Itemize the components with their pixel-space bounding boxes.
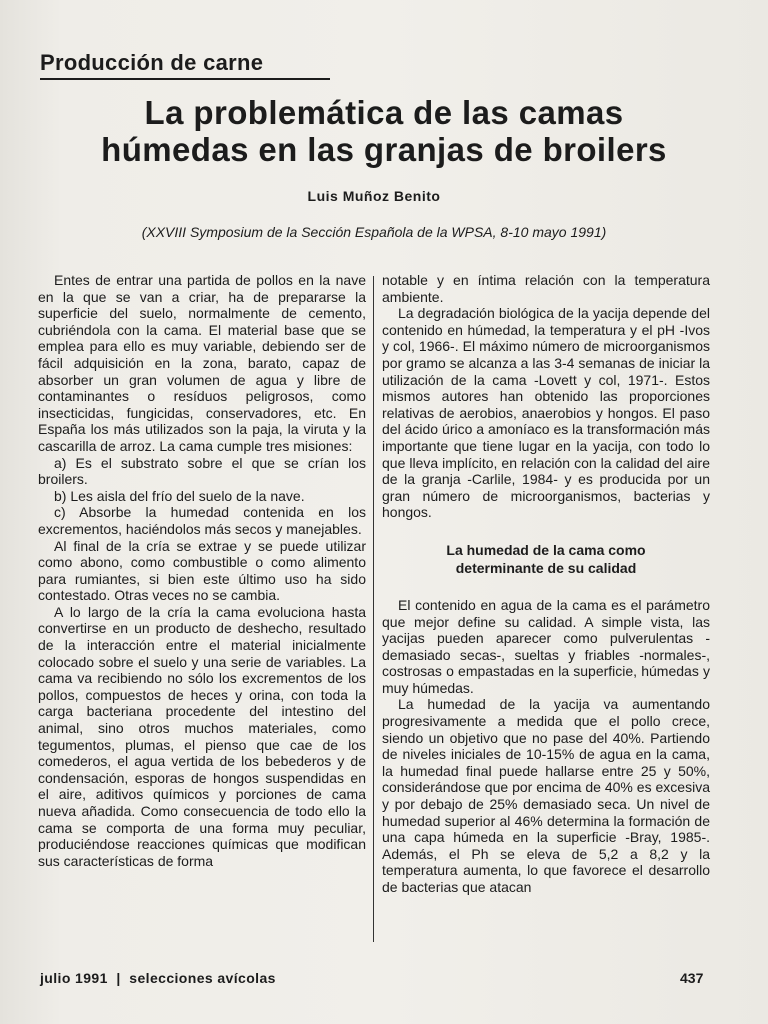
paragraph: La humedad de la yacija va aumentando progresivamente a medida que el pollo crece, siendo un objetivo que no pase del 40%. Partiendo de niveles iniciales de 10-15% de agua en la cama, la humedad final puede hallarse entre 25 y 50%, considerándose que por encima de 40% es excesiva y por debajo de 25% demasiado seca. Un nivel de humedad superior al 46% determina la formación de una capa húmeda en la superficie -Bray, 1985-. Además, el Ph se eleva de 5,2 a 8,2 y la temperatura aumenta, lo que favorece el desarrollo de bacterias que atacan [382, 696, 710, 895]
paragraph: Entes de entrar una partida de pollos en la nave en la que se van a criar, ha de prepararse la superficie del suelo, normalmente de cemento, cubriéndola con la cama. El material base que se emplea para ello es muy variable, debiendo ser de fácil adquisición en la zona, barato, capaz de absorber un gran volumen de agua y libre de contaminantes o resíduos peligrosos, como insecticidas, fungicidas, conservadores, etc. En España los más utilizados son la paja, la viruta y la cascarilla de arroz. La cama cumple tres misiones: [38, 272, 366, 454]
list-item-a: a) Es el substrato sobre el que se crían los broilers. [38, 454, 366, 488]
author-name: Luis Muñoz Benito [307, 188, 441, 204]
paragraph: La degradación biológica de la yacija depende del contenido en húmedad, la temperatura y el pH -Ivos y col, 1966-. El máximo número de microorganismos por gramo se alcanza a las 3-4 semanas de iniciar la utilización de la cama -Lovett y col, 1971-. Estos mismos autores han obtenido las proporciones relativas de aerobios, anaerobios y hongos. El paso del ácido úrico a amoníaco es la transformación más importante que tiene lugar en la yacija, con todo lo que lleva implícito, en relación con la calidad del aire de la granja -Carlile, 1984- y es producida por un gran número de microorganismos, bacterias y hongos. [382, 305, 710, 521]
page-number: 437 [680, 970, 704, 986]
right-column [382, 272, 710, 896]
paragraph: A lo largo de la cría la cama evoluciona hasta convertirse en un producto de deshecho, resultado de la interacción entre el material inicialmente colocado sobre el suelo y una serie de variables. La cama va recibiendo no sólo los excrementos de los pollos, compuestos de heces y orina, con toda la carga bacteriana procedente del intestino del animal, sino otros muchos materiales, como tegumentos, plumas, el pienso que cae de los comederos, el agua vertida de los bebederos y de condensación, esporas de hongos suspendidas en el aire, aditivos químicos y porciones de cama nueva añadida. Como consecuencia de todo ello la cama se comporta de una forma muy peculiar, produciéndose reacciones químicas que modifican sus características de forma [38, 603, 366, 869]
list-item-c: c) Absorbe la humedad contenida en los excrementos, haciéndolos más secos y manejables. [38, 504, 366, 537]
article-title [0, 94, 768, 168]
title-line-2: húmedas en las granjas de broilers [101, 131, 667, 168]
section-heading: Producción de carne [40, 50, 264, 75]
symposium-note: (XXVIII Symposium de la Sección Española de la WPSA, 8-10 mayo 1991) [141, 224, 607, 240]
paragraph: Al final de la cría se extrae y se puede utilizar como abono, como combustible o como alimento para rumiantes, si bien este último uso ha sido contestado. Otras veces no se cambia. [38, 537, 366, 604]
left-column [38, 272, 366, 869]
subheading-line-2: determinante de su calidad [455, 559, 637, 576]
list-item-b: b) Les aisla del frío del suelo de la nave. [54, 487, 305, 504]
footer-issue: julio 1991 | selecciones avícolas [40, 970, 276, 986]
subheading [382, 541, 710, 577]
column-divider [373, 276, 374, 942]
title-line-1: La problemática de las camas [144, 94, 624, 131]
section-underline [40, 78, 330, 80]
paragraph: El contenido en agua de la cama es el parámetro que mejor define su calidad. A simple vista, las yacijas pueden aparecer como pulverulentas -demasiado secas-, sueltas y friables -normales-, costrosas o empastadas en la superficie, húmedas y muy húmedas. [382, 596, 710, 696]
paragraph-continuation: notable y en íntima relación con la temperatura ambiente. [382, 272, 710, 305]
subheading-line-1: La humedad de la cama como [446, 541, 646, 558]
